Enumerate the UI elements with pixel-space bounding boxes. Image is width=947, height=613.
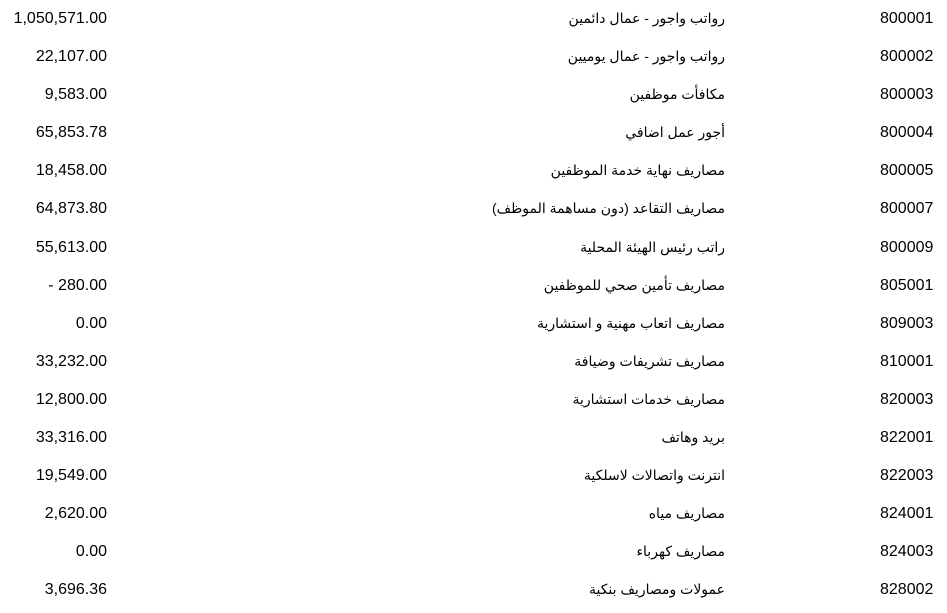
description-cell: مصاريف نهاية خدمة الموظفين <box>550 162 725 179</box>
ledger-row <box>0 270 947 308</box>
description-cell: مصاريف تشريفات وضيافة <box>574 352 725 369</box>
ledger-row <box>0 536 947 574</box>
amount-cell: 55,613.00 <box>35 238 107 256</box>
account-code-cell: 800001 <box>880 10 934 27</box>
amount-cell: 22,107.00 <box>35 48 107 66</box>
account-code-cell: 828002 <box>880 581 934 599</box>
description-cell: رواتب واجور - عمال يوميين <box>567 48 725 65</box>
ledger-row <box>0 79 947 117</box>
description-cell: مصاريف التقاعد (دون مساهمة الموظف) <box>492 200 725 217</box>
amount-cell: 18,458.00 <box>35 162 107 180</box>
ledger-row <box>0 155 947 193</box>
amount-cell: 64,873.80 <box>35 200 107 218</box>
amount-cell: 2,620.00 <box>44 505 107 523</box>
account-code-cell: 800002 <box>880 48 934 66</box>
account-code-cell: 822003 <box>880 467 934 485</box>
amount-cell: 65,853.78 <box>35 124 107 142</box>
description-cell: مكافأت موظفين <box>629 86 725 103</box>
amount-cell: 1,050,571.00 <box>13 10 107 27</box>
account-code-cell: 810001 <box>880 352 934 370</box>
ledger-row <box>0 460 947 498</box>
description-cell: عمولات ومصاريف بنكية <box>588 581 725 598</box>
amount-cell: 0.00 <box>75 314 107 332</box>
description-cell: مصاريف تأمين صحي للموظفين <box>543 276 725 293</box>
account-code-cell: 800005 <box>880 162 934 180</box>
description-cell: انترنت واتصالات لاسلكية <box>583 467 725 484</box>
account-code-cell: 809003 <box>880 314 934 332</box>
ledger-row <box>0 346 947 384</box>
ledger-row <box>0 232 947 270</box>
ledger-row <box>0 117 947 155</box>
description-cell: راتب رئيس الهيئة المحلية <box>580 238 725 255</box>
description-cell: أجور عمل اضافي <box>625 124 725 141</box>
amount-cell: - 280.00 <box>48 276 107 294</box>
description-cell: مصاريف اتعاب مهنية و استشارية <box>536 314 725 331</box>
ledger-row <box>0 498 947 536</box>
description-cell: رواتب واجور - عمال دائمين <box>568 10 725 26</box>
description-cell: بريد وهاتف <box>661 429 725 446</box>
account-code-cell: 800004 <box>880 124 934 142</box>
account-code-cell: 800007 <box>880 200 934 218</box>
account-code-cell: 800009 <box>880 238 934 256</box>
amount-cell: 9,583.00 <box>44 86 107 104</box>
amount-cell: 33,316.00 <box>35 429 107 447</box>
account-code-cell: 800003 <box>880 86 934 104</box>
amount-cell: 0.00 <box>75 543 107 561</box>
ledger-row <box>0 193 947 231</box>
amount-cell: 33,232.00 <box>35 352 107 370</box>
amount-cell: 12,800.00 <box>35 390 107 408</box>
ledger-row <box>0 41 947 79</box>
account-code-cell: 805001 <box>880 276 934 294</box>
expense-ledger <box>0 3 947 613</box>
amount-cell: 3,696.36 <box>44 581 107 599</box>
account-code-cell: 824003 <box>880 543 934 561</box>
account-code-cell: 824001 <box>880 505 934 523</box>
ledger-row <box>0 574 947 612</box>
ledger-row <box>0 3 947 41</box>
ledger-row <box>0 384 947 422</box>
account-code-cell: 820003 <box>880 390 934 408</box>
description-cell: مصاريف خدمات استشارية <box>572 390 725 407</box>
account-code-cell: 822001 <box>880 429 934 447</box>
ledger-row <box>0 308 947 346</box>
description-cell: مصاريف مياه <box>648 505 725 522</box>
amount-cell: 19,549.00 <box>35 467 107 485</box>
description-cell: مصاريف كهرباء <box>636 543 725 560</box>
ledger-row <box>0 422 947 460</box>
